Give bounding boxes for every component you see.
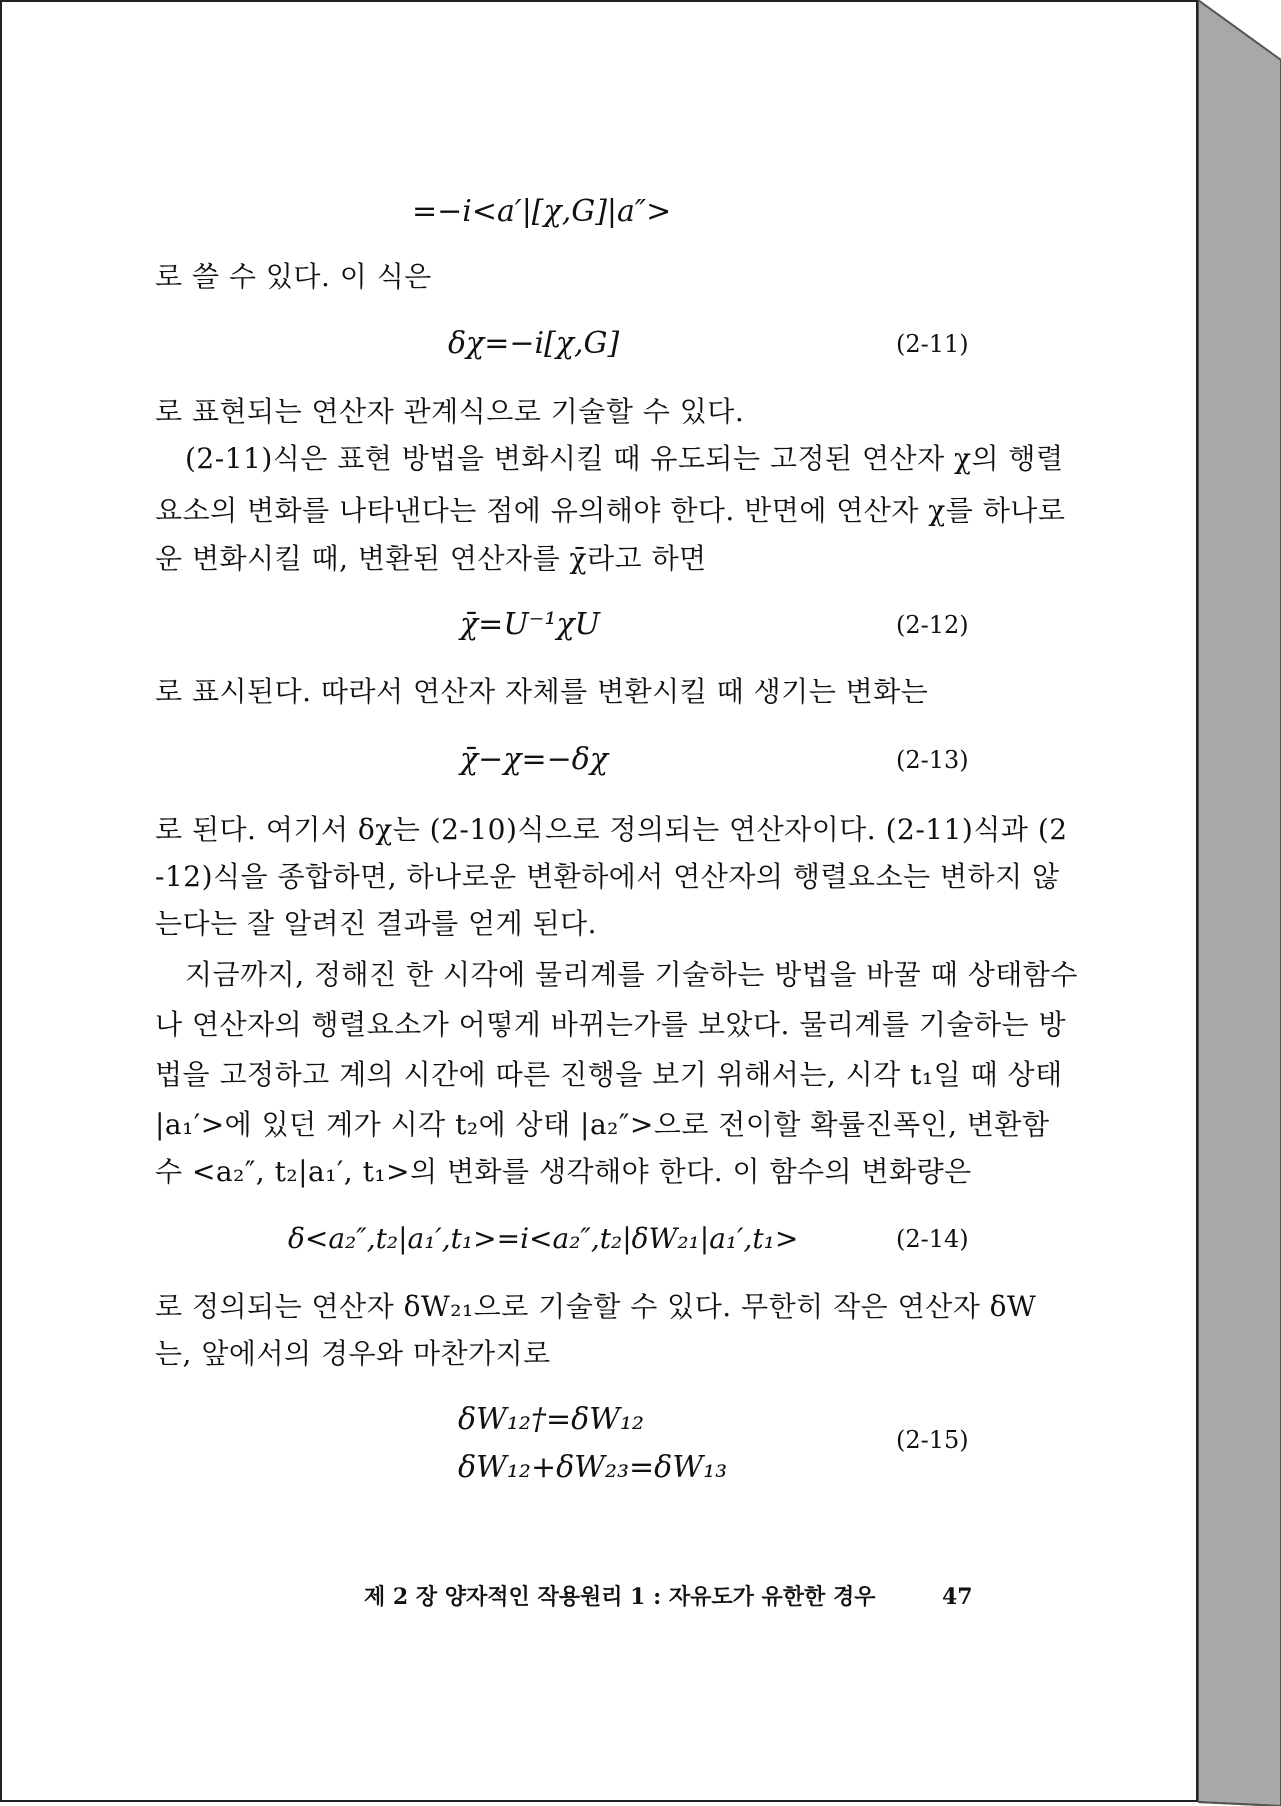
- equation-2-14: δ<a₂″,t₂|a₁′,t₁>=i<a₂″,t₂|δW₂₁|a₁′,t₁>: [288, 1222, 799, 1255]
- footer-page-number: 47: [942, 1584, 973, 1610]
- text-line-12: 법을 고정하고 계의 시간에 따른 진행을 보기 위해서는, 시각 t₁일 때 상태: [155, 1058, 1063, 1091]
- equation-2-15a: δW₁₂†=δW₁₂: [458, 1402, 645, 1437]
- equation-2-12: χ̄=U⁻¹χU: [460, 607, 600, 642]
- equation-number-2-14: (2-14): [896, 1225, 969, 1253]
- text-line-9: 는다는 잘 알려진 결과를 얻게 된다.: [155, 907, 598, 940]
- text-line-8: -12)식을 종합하면, 하나로운 변환하에서 연산자의 행렬요소는 변하지 않: [155, 860, 1060, 893]
- text-line-13: |a₁′>에 있던 계가 시각 t₂에 상태 |a₂″>으로 전이할 확률진폭인, 변환함: [155, 1108, 1050, 1141]
- text-line-6: 로 표시된다. 따라서 연산자 자체를 변환시킬 때 생기는 변화는: [155, 675, 929, 708]
- text-line-11: 나 연산자의 행렬요소가 어떻게 바뀌는가를 보았다. 물리계를 기술하는 방: [155, 1008, 1067, 1041]
- text-line-14: 수 <a₂″, t₂|a₁′, t₁>의 변화를 생각해야 한다. 이 함수의 변화량은: [155, 1155, 972, 1188]
- equation-top: =−i<a′|[χ,G]|a″>: [412, 194, 672, 229]
- equation-number-2-12: (2-12): [896, 611, 969, 639]
- text-line-10: 지금까지, 정해진 한 시각에 물리계를 기술하는 방법을 바꿀 때 상태함수: [185, 958, 1078, 991]
- text-line-15: 로 정의되는 연산자 δW₂₁으로 기술할 수 있다. 무한히 작은 연산자 δW: [155, 1290, 1037, 1323]
- book-side-edge: [1198, 0, 1281, 1806]
- equation-number-2-15: (2-15): [896, 1426, 969, 1454]
- text-line-2: 로 표현되는 연산자 관계식으로 기술할 수 있다.: [155, 395, 745, 428]
- text-line-3: (2-11)식은 표현 방법을 변화시킬 때 유도되는 고정된 연산자 χ의 행렬: [185, 442, 1064, 475]
- text-line-1: 로 쓸 수 있다. 이 식은: [155, 260, 432, 293]
- text-line-5: 운 변화시킬 때, 변환된 연산자를 χ̄라고 하면: [155, 542, 707, 575]
- text-line-16: 는, 앞에서의 경우와 마찬가지로: [155, 1337, 551, 1370]
- text-line-7: 로 된다. 여기서 δχ는 (2-10)식으로 정의되는 연산자이다. (2-11)식과 (2: [155, 813, 1068, 846]
- equation-2-13: χ̄−χ=−δχ: [460, 742, 609, 777]
- equation-number-2-11: (2-11): [896, 330, 969, 358]
- text-line-4: 요소의 변화를 나타낸다는 점에 유의해야 한다. 반면에 연산자 χ를 하나로: [155, 494, 1066, 527]
- equation-2-11: δχ=−i[χ,G]: [448, 326, 620, 361]
- footer-chapter-title: 제 2 장 양자적인 작용원리 1 : 자유도가 유한한 경우: [364, 1584, 876, 1610]
- equation-2-15b: δW₁₂+δW₂₃=δW₁₃: [458, 1450, 728, 1485]
- equation-number-2-13: (2-13): [896, 746, 969, 774]
